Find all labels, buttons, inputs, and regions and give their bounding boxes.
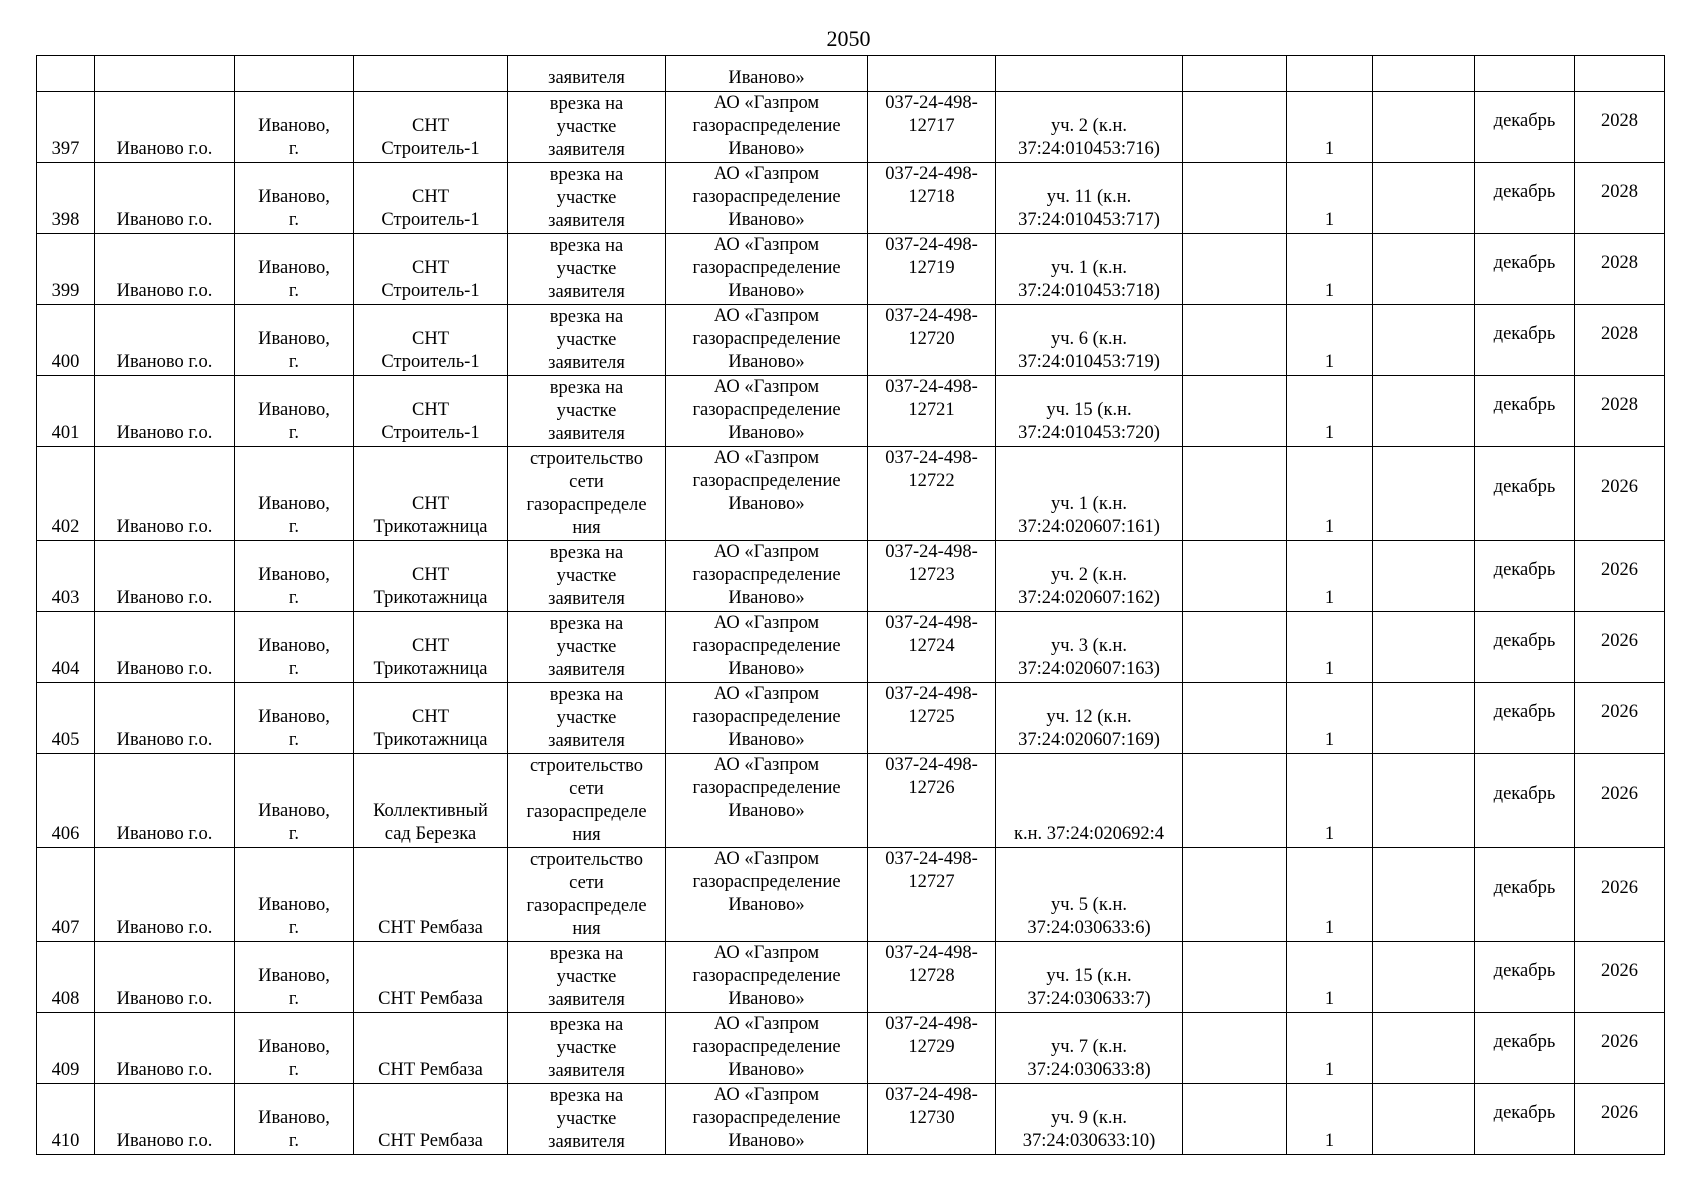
cell-district: Иваново г.о. [95,1013,235,1084]
cell-district: Иваново г.о. [95,447,235,541]
cell-num: 400 [37,305,95,376]
cell-method: врезка на участке заявителя [508,683,666,754]
cell-num: 408 [37,942,95,1013]
cell-year: 2028 [1575,376,1665,447]
cell-code: 037-24-498- 12724 [868,612,996,683]
cell-object: СНТ Трикотажница [354,612,508,683]
cell-empty-2 [1373,612,1475,683]
cell-locality: Иваново, г. [235,305,354,376]
cell-year: 2026 [1575,1013,1665,1084]
cell-method: врезка на участке заявителя [508,305,666,376]
cell-month: декабрь [1475,1013,1575,1084]
cell-plot [996,56,1183,92]
table-row [37,447,1665,541]
cell-district: Иваново г.о. [95,163,235,234]
cell-object: СНТ Трикотажница [354,447,508,541]
continuation-row [37,56,1665,92]
cell-code: 037-24-498- 12727 [868,848,996,942]
registry-table [36,55,1665,1155]
cell-plot: уч. 6 (к.н. 37:24:010453:719) [996,305,1183,376]
cell-object: СНТ Рембаза [354,1013,508,1084]
cell-num: 401 [37,376,95,447]
cell-district: Иваново г.о. [95,541,235,612]
cell-district: Иваново г.о. [95,234,235,305]
cell-district: Иваново г.о. [95,612,235,683]
cell-object: СНТ Рембаза [354,942,508,1013]
cell-plot: уч. 15 (к.н. 37:24:030633:7) [996,942,1183,1013]
cell-org: АО «Газпром газораспределение Иваново» [666,612,868,683]
cell-count: 1 [1287,541,1373,612]
cell-org: АО «Газпром газораспределение Иваново» [666,234,868,305]
cell-month: декабрь [1475,1084,1575,1155]
cell-method: врезка на участке заявителя [508,1084,666,1155]
cell-empty-1 [1183,541,1287,612]
cell-month: декабрь [1475,612,1575,683]
cell-count: 1 [1287,447,1373,541]
cell-year: 2028 [1575,163,1665,234]
cell-district: Иваново г.о. [95,305,235,376]
cell-locality: Иваново, г. [235,683,354,754]
cell-org: АО «Газпром газораспределение Иваново» [666,848,868,942]
cell-empty-1 [1183,92,1287,163]
cell-month: декабрь [1475,447,1575,541]
cell-empty-1 [1183,683,1287,754]
cell-count: 1 [1287,848,1373,942]
cell-org: АО «Газпром газораспределение Иваново» [666,1084,868,1155]
cell-object: СНТ Рембаза [354,1084,508,1155]
cell-district: Иваново г.о. [95,754,235,848]
cell-org: АО «Газпром газораспределение Иваново» [666,541,868,612]
cell-empty-2 [1373,447,1475,541]
cell-year: 2028 [1575,234,1665,305]
cell-plot: уч. 11 (к.н. 37:24:010453:717) [996,163,1183,234]
cell-object: СНТ Рембаза [354,848,508,942]
cell-count: 1 [1287,92,1373,163]
cell-method: врезка на участке заявителя [508,1013,666,1084]
table-row [37,376,1665,447]
table-row [37,754,1665,848]
cell-empty-1 [1183,1084,1287,1155]
page-number: 2050 [826,26,871,51]
table-row [37,683,1665,754]
cell-code: 037-24-498- 12718 [868,163,996,234]
cell-locality: Иваново, г. [235,754,354,848]
cell-locality: Иваново, г. [235,942,354,1013]
cell-empty-2 [1373,541,1475,612]
cell-plot: уч. 9 (к.н. 37:24:030633:10) [996,1084,1183,1155]
cell-empty-1 [1183,612,1287,683]
cell-locality: Иваново, г. [235,848,354,942]
cell-plot: к.н. 37:24:020692:4 [996,754,1183,848]
cell-empty-2 [1373,376,1475,447]
cell-month: декабрь [1475,683,1575,754]
cell-code: 037-24-498- 12729 [868,1013,996,1084]
cell-object: СНТ Строитель-1 [354,376,508,447]
cell-method: врезка на участке заявителя [508,942,666,1013]
cell-num: 402 [37,447,95,541]
cell-code: 037-24-498- 12730 [868,1084,996,1155]
cell-month [1475,56,1575,92]
cell-year: 2026 [1575,848,1665,942]
cell-year [1575,56,1665,92]
cell-empty-2 [1373,163,1475,234]
cell-method: заявителя [508,56,666,92]
cell-object: СНТ Строитель-1 [354,163,508,234]
cell-empty-1 [1183,754,1287,848]
cell-object: Коллективный сад Березка [354,754,508,848]
cell-code [868,56,996,92]
cell-org: АО «Газпром газораспределение Иваново» [666,754,868,848]
cell-count: 1 [1287,1084,1373,1155]
cell-count: 1 [1287,305,1373,376]
cell-count: 1 [1287,612,1373,683]
cell-plot: уч. 15 (к.н. 37:24:010453:720) [996,376,1183,447]
cell-code: 037-24-498- 12721 [868,376,996,447]
table-row [37,234,1665,305]
cell-empty-1 [1183,376,1287,447]
table-row [37,1084,1665,1155]
cell-object: СНТ Трикотажница [354,541,508,612]
cell-locality: Иваново, г. [235,612,354,683]
cell-count: 1 [1287,754,1373,848]
cell-empty-2 [1373,234,1475,305]
cell-org: АО «Газпром газораспределение Иваново» [666,92,868,163]
cell-num: 398 [37,163,95,234]
cell-empty-2 [1373,56,1475,92]
cell-district: Иваново г.о. [95,92,235,163]
cell-code: 037-24-498- 12726 [868,754,996,848]
cell-month: декабрь [1475,541,1575,612]
table-row [37,1013,1665,1084]
table-row [37,305,1665,376]
cell-locality: Иваново, г. [235,92,354,163]
cell-empty-2 [1373,1013,1475,1084]
cell-count: 1 [1287,376,1373,447]
cell-district: Иваново г.о. [95,942,235,1013]
cell-year: 2026 [1575,447,1665,541]
cell-method: строительство сети газораспределе ния [508,447,666,541]
cell-month: декабрь [1475,942,1575,1013]
cell-object: СНТ Строитель-1 [354,92,508,163]
cell-empty-1 [1183,56,1287,92]
cell-year: 2026 [1575,754,1665,848]
cell-object: СНТ Трикотажница [354,683,508,754]
cell-num: 404 [37,612,95,683]
cell-plot: уч. 12 (к.н. 37:24:020607:169) [996,683,1183,754]
cell-district: Иваново г.о. [95,848,235,942]
cell-method: строительство сети газораспределе ния [508,848,666,942]
cell-code: 037-24-498- 12725 [868,683,996,754]
cell-num: 410 [37,1084,95,1155]
cell-month: декабрь [1475,754,1575,848]
cell-count: 1 [1287,163,1373,234]
table-row [37,942,1665,1013]
cell-empty-2 [1373,683,1475,754]
cell-plot: уч. 2 (к.н. 37:24:010453:716) [996,92,1183,163]
cell-method: врезка на участке заявителя [508,541,666,612]
cell-num: 406 [37,754,95,848]
cell-method: врезка на участке заявителя [508,376,666,447]
cell-num: 407 [37,848,95,942]
cell-object: СНТ Строитель-1 [354,234,508,305]
cell-locality: Иваново, г. [235,163,354,234]
cell-object [354,56,508,92]
cell-month: декабрь [1475,848,1575,942]
cell-method: строительство сети газораспределе ния [508,754,666,848]
cell-district: Иваново г.о. [95,376,235,447]
cell-empty-2 [1373,1084,1475,1155]
cell-num [37,56,95,92]
table-row [37,541,1665,612]
table-row [37,848,1665,942]
cell-num: 399 [37,234,95,305]
cell-year: 2026 [1575,541,1665,612]
cell-empty-1 [1183,163,1287,234]
cell-code: 037-24-498- 12719 [868,234,996,305]
cell-locality: Иваново, г. [235,234,354,305]
cell-method: врезка на участке заявителя [508,92,666,163]
cell-plot: уч. 2 (к.н. 37:24:020607:162) [996,541,1183,612]
cell-empty-1 [1183,1013,1287,1084]
cell-year: 2026 [1575,683,1665,754]
cell-month: декабрь [1475,163,1575,234]
cell-num: 409 [37,1013,95,1084]
cell-district [95,56,235,92]
table-row [37,163,1665,234]
cell-empty-2 [1373,305,1475,376]
cell-org: Иваново» [666,56,868,92]
cell-plot: уч. 1 (к.н. 37:24:020607:161) [996,447,1183,541]
cell-num: 403 [37,541,95,612]
cell-empty-1 [1183,942,1287,1013]
cell-year: 2026 [1575,612,1665,683]
cell-count: 1 [1287,683,1373,754]
cell-year: 2028 [1575,92,1665,163]
cell-org: АО «Газпром газораспределение Иваново» [666,683,868,754]
cell-code: 037-24-498- 12720 [868,305,996,376]
cell-code: 037-24-498- 12723 [868,541,996,612]
cell-count: 1 [1287,234,1373,305]
cell-org: АО «Газпром газораспределение Иваново» [666,376,868,447]
cell-empty-1 [1183,234,1287,305]
cell-object: СНТ Строитель-1 [354,305,508,376]
cell-code: 037-24-498- 12717 [868,92,996,163]
cell-year: 2026 [1575,1084,1665,1155]
table-row [37,612,1665,683]
cell-empty-1 [1183,447,1287,541]
cell-month: декабрь [1475,376,1575,447]
cell-locality: Иваново, г. [235,1084,354,1155]
cell-locality: Иваново, г. [235,541,354,612]
cell-org: АО «Газпром газораспределение Иваново» [666,942,868,1013]
cell-locality: Иваново, г. [235,447,354,541]
cell-plot: уч. 5 (к.н. 37:24:030633:6) [996,848,1183,942]
cell-year: 2028 [1575,305,1665,376]
cell-method: врезка на участке заявителя [508,234,666,305]
cell-locality: Иваново, г. [235,376,354,447]
cell-method: врезка на участке заявителя [508,612,666,683]
cell-count [1287,56,1373,92]
cell-empty-2 [1373,942,1475,1013]
cell-year: 2026 [1575,942,1665,1013]
cell-district: Иваново г.о. [95,683,235,754]
cell-month: декабрь [1475,234,1575,305]
cell-locality: Иваново, г. [235,1013,354,1084]
cell-month: декабрь [1475,92,1575,163]
cell-empty-2 [1373,754,1475,848]
cell-district: Иваново г.о. [95,1084,235,1155]
cell-empty-2 [1373,848,1475,942]
cell-empty-2 [1373,92,1475,163]
cell-plot: уч. 1 (к.н. 37:24:010453:718) [996,234,1183,305]
cell-plot: уч. 3 (к.н. 37:24:020607:163) [996,612,1183,683]
cell-empty-1 [1183,848,1287,942]
cell-org: АО «Газпром газораспределение Иваново» [666,1013,868,1084]
cell-month: декабрь [1475,305,1575,376]
cell-count: 1 [1287,1013,1373,1084]
cell-code: 037-24-498- 12722 [868,447,996,541]
cell-code: 037-24-498- 12728 [868,942,996,1013]
cell-empty-1 [1183,305,1287,376]
cell-org: АО «Газпром газораспределение Иваново» [666,163,868,234]
cell-num: 405 [37,683,95,754]
cell-num: 397 [37,92,95,163]
cell-org: АО «Газпром газораспределение Иваново» [666,447,868,541]
cell-org: АО «Газпром газораспределение Иваново» [666,305,868,376]
cell-method: врезка на участке заявителя [508,163,666,234]
cell-count: 1 [1287,942,1373,1013]
cell-plot: уч. 7 (к.н. 37:24:030633:8) [996,1013,1183,1084]
table-row [37,92,1665,163]
table-body [37,56,1665,1155]
cell-locality [235,56,354,92]
